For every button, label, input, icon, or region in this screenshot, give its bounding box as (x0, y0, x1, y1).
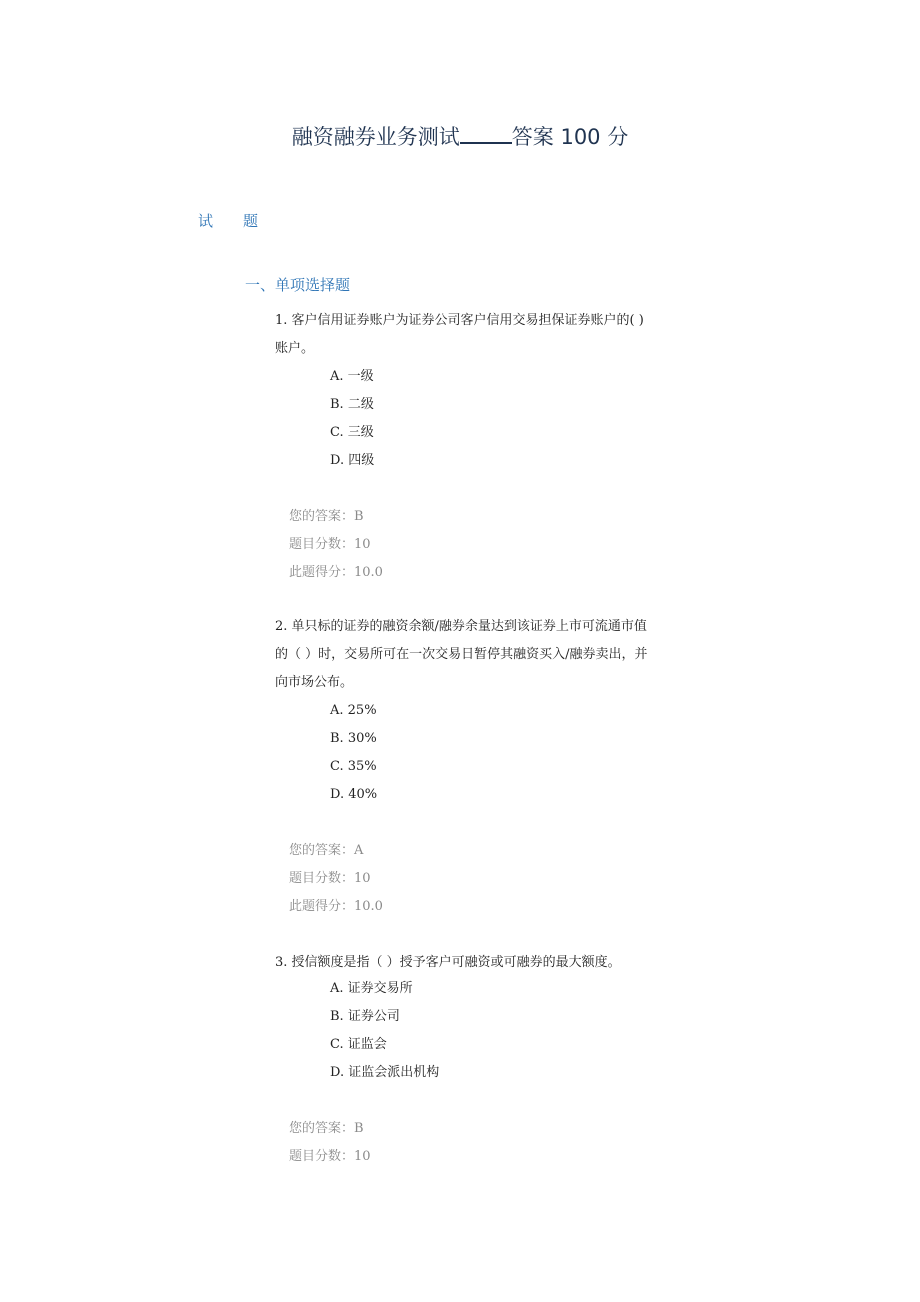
question-1-option-c: C. 三级 (330, 425, 374, 440)
question-2-line-3: 向市场公布。 (275, 675, 354, 690)
question-2-option-b: B. 30% (330, 731, 377, 746)
question-3-option-a: A. 证券交易所 (330, 981, 413, 996)
question-2-score: 此题得分：10.0 (289, 899, 383, 914)
question-2-points: 题目分数：10 (289, 871, 371, 886)
question-2-your-answer: 您的答案：A (289, 843, 364, 858)
question-1-option-d: D. 四级 (330, 453, 375, 468)
document-title (0, 124, 920, 150)
section-title: 一、单项选择题 (245, 276, 351, 294)
question-1-line-2: 账户。 (275, 341, 315, 356)
question-3-option-d: D. 证监会派出机构 (330, 1065, 440, 1080)
question-2-option-a: A. 25% (330, 703, 377, 718)
question-2-option-d: D. 40% (330, 787, 378, 802)
title-blank (460, 124, 512, 144)
question-2-line-2: 的（ ）时，交易所可在一次交易日暂停其融资买入/融券卖出，并 (275, 647, 648, 662)
question-3-line-1: 3. 授信额度是指（ ）授予客户可融资或可融券的最大额度。 (275, 955, 621, 970)
question-1-option-b: B. 二级 (330, 397, 374, 412)
question-3-points: 题目分数：10 (289, 1149, 371, 1164)
title-suffix: 答案 100 分 (511, 125, 629, 149)
question-2-line-1: 2. 单只标的证券的融资余额/融券余量达到该证券上市可流通市值 (275, 619, 647, 634)
question-2-option-c: C. 35% (330, 759, 377, 774)
section-label: 试题 (198, 212, 289, 230)
title-text: 融资融券业务测试 (291, 125, 460, 149)
question-3-your-answer: 您的答案：B (289, 1121, 364, 1136)
question-1-score: 此题得分：10.0 (289, 565, 383, 580)
question-3-option-b: B. 证券公司 (330, 1009, 400, 1024)
question-1-your-answer: 您的答案：B (289, 509, 364, 524)
question-1-line-1: 1. 客户信用证券账户为证券公司客户信用交易担保证券账户的( ) (275, 313, 644, 328)
question-3-option-c: C. 证监会 (330, 1037, 387, 1052)
question-1-option-a: A. 一级 (330, 369, 374, 384)
question-1-points: 题目分数：10 (289, 537, 371, 552)
